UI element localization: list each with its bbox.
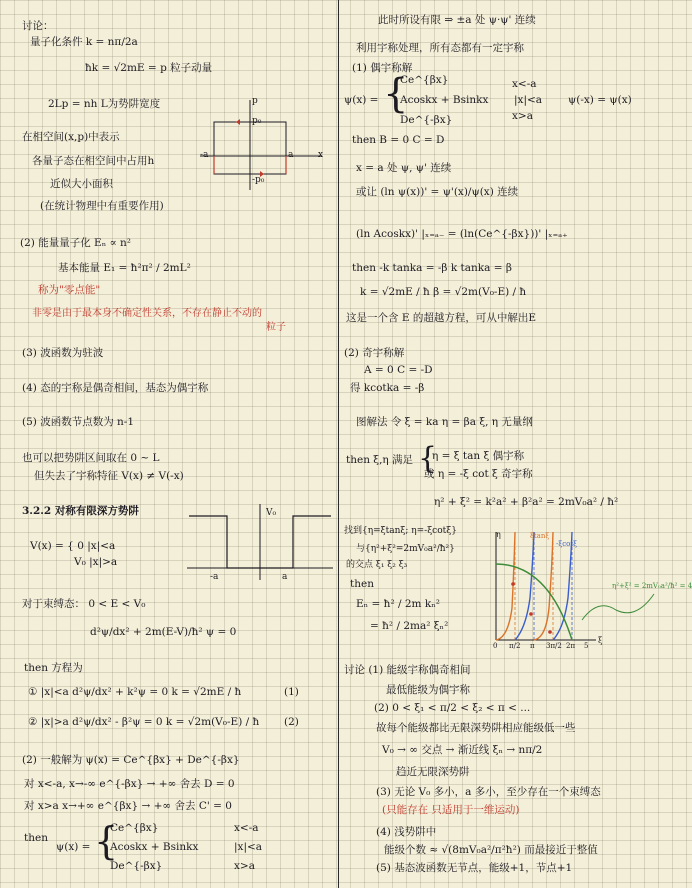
- lowest-level-even: 最低能级为偶宇称: [386, 684, 470, 696]
- schrodinger-equation: d²ψ/dx² + 2m(E-V)/ħ² ψ = 0: [90, 626, 237, 638]
- psi-lhs: ψ(x) =: [56, 841, 91, 853]
- psi-case-1: Ce^{βx}: [110, 822, 159, 834]
- shallow-well: (4) 浅势阱中: [376, 826, 437, 838]
- discussion-parity: 讨论 (1) 能级宇称偶奇相间: [344, 664, 471, 676]
- psi-range-1: x<-a: [234, 822, 259, 834]
- even-psi-lhs: ψ(x) =: [344, 94, 379, 106]
- interval-note: 也可以把势阱区间取在 0 ~ L: [22, 452, 160, 464]
- plot-tick-2: π: [530, 642, 535, 650]
- potential-definition-2: V₀ |x|>a: [74, 556, 118, 568]
- odd-parity-title: (2) 奇宇称解: [344, 347, 405, 359]
- k-beta-definitions: k = √2mE / ħ β = √2m(V₀-E) / ħ: [360, 286, 527, 298]
- parity-method: 利用宇称处理，所有态都有一定宇称: [356, 42, 524, 54]
- continuity-at-a: x = a 处 ψ, ψ' 连续: [356, 162, 452, 174]
- well-v0-label: V₀: [266, 508, 277, 518]
- minus-p0-label: -p₀: [252, 175, 265, 185]
- finite-well-diagram: [185, 502, 335, 582]
- plot-tick-1: π/2: [509, 642, 521, 650]
- even-psi-range-2: |x|<a: [514, 94, 543, 106]
- axis-p-label: p: [252, 96, 258, 106]
- psi-range-3: x>a: [234, 860, 255, 872]
- limit-infinite-depth: V₀ → ∞ 交点 → 渐近线 ξₙ → nπ/2: [382, 744, 543, 756]
- find-intersections: 找到{η=ξtanξ; η=-ξcotξ}: [344, 526, 457, 536]
- approach-infinite-well: 趋近无限深势阱: [396, 766, 470, 778]
- log-derivative: 或让 (ln ψ(x))' = ψ'(x)/ψ(x) 连续: [356, 186, 519, 198]
- well-minus-a: -a: [210, 572, 219, 582]
- cotangent-relation: 得 kcotka = -β: [350, 382, 425, 394]
- brace-icon: {: [418, 441, 438, 476]
- even-psi-case-2: Acoskx + Bsinkx: [400, 94, 489, 106]
- lower-than-infinite: 故每个能级都比无限深势阱相应能级低一些: [376, 722, 576, 734]
- even-parity-condition: ψ(-x) = ψ(x): [568, 94, 632, 106]
- limit-right: 对 x>a x→+∞ e^{βx} → +∞ 舍去 C' = 0: [24, 800, 232, 812]
- even-parity-title: (1) 偶宇称解: [352, 62, 413, 74]
- xi-eta-satisfy: then ξ,η 满足: [346, 454, 414, 466]
- even-psi-case-1: Ce^{βx}: [400, 74, 449, 86]
- plot-tick-3: 3π/2: [546, 642, 562, 650]
- ground-energy: 基本能量 E₁ = ħ²π² / 2mL²: [58, 262, 191, 274]
- number-of-levels: 能级个数 ≈ √(8mV₀a²/π²ħ²) 而最接近于整值: [384, 844, 598, 856]
- equation-2-number: (2): [284, 716, 299, 728]
- plot-tick-5: 5: [584, 642, 589, 650]
- section-title: 3.2.2 对称有限深方势阱: [22, 505, 139, 517]
- statistical-note: (在统计物理中有重要作用): [40, 200, 164, 212]
- odd-coefficients: A = 0 C = -D: [364, 364, 433, 376]
- then-equations: then 方程为: [24, 662, 83, 674]
- quantization-condition: 量子化条件 k = nπ/2a: [30, 36, 138, 48]
- general-solution: (2) 一般解为 ψ(x) = Ce^{βx} + De^{-βx}: [22, 754, 240, 766]
- potential-definition: V(x) = { 0 |x|<a: [30, 540, 116, 552]
- parity-loss-note: 但失去了宇称特征 V(x) ≠ V(-x): [34, 470, 184, 482]
- plot-tick-0: 0: [493, 642, 498, 650]
- psi-range-2: |x|<a: [234, 841, 263, 853]
- a-label: a: [288, 150, 294, 160]
- even-curve-eq: η = ξ tan ξ 偶宇称: [432, 450, 525, 462]
- even-psi-range-1: x<-a: [512, 78, 537, 90]
- uncertainty-note-2: 粒子: [266, 322, 286, 333]
- standing-wave-note: (3) 波函数为驻波: [22, 347, 104, 359]
- plot-eta-label: η: [496, 530, 501, 539]
- odd-curve-eq: 或 η = -ξ cot ξ 奇宇称: [424, 468, 533, 480]
- even-psi-case-3: De^{-βx}: [400, 114, 453, 126]
- tangent-relation: then -k tanka = -β k tanka = β: [352, 262, 512, 274]
- column-divider: [338, 0, 339, 888]
- energy-quantization: (2) 能量量子化 Eₙ ∝ n²: [20, 237, 132, 249]
- plot-cot-label: -ξcotξ: [556, 540, 578, 548]
- psi-case-3: De^{-βx}: [110, 860, 163, 872]
- phase-space-note: 在相空间(x,p)中表示: [22, 131, 120, 143]
- p0-label: p₀: [252, 116, 262, 126]
- at-least-one-bound-state: (3) 无论 V₀ 多小，a 多小，至少存在一个束缚态: [376, 786, 601, 798]
- plot-tick-4: 2π: [566, 642, 576, 650]
- momentum-relation: ħk = √2mE = p 粒子动量: [85, 62, 213, 74]
- graphical-method: 图解法 令 ξ = ka η = βa ξ, η 无量纲: [356, 416, 533, 428]
- phase-space-note-3: 近似大小面积: [50, 178, 113, 190]
- transcendental-note: 这是一个含 E 的超越方程，可从中解出E: [346, 312, 537, 324]
- well-a: a: [282, 572, 288, 582]
- bound-state-condition: 对于束缚态： 0 < E < V₀: [22, 598, 146, 610]
- equation-1-number: (1): [284, 686, 299, 698]
- width-relation: 2Lp = nh L为势阱宽度: [48, 98, 161, 110]
- minus-a-label: -a: [200, 150, 209, 160]
- energy-levels-xi: = ħ² / 2ma² ξₙ²: [370, 620, 449, 632]
- xi-ordering: (2) 0 < ξ₁ < π/2 < ξ₂ < π < ...: [374, 702, 531, 714]
- circle-relation: η² + ξ² = k²a² + β²a² = 2mV₀a² / ħ²: [434, 496, 619, 508]
- coefficient-relations: then B = 0 C = D: [352, 134, 445, 146]
- uncertainty-note: 非零是由于最本身不确定性关系，不存在静止不动的: [32, 308, 262, 319]
- psi-case-2: Acoskx + Bsinkx: [110, 841, 199, 853]
- then-label: then: [24, 832, 48, 844]
- equation-inside: ① |x|<a d²ψ/dx² + k²ψ = 0 k = √2mE / ħ: [28, 686, 242, 698]
- ground-state-nodes: (5) 基态波函数无节点，能级+1，节点+1: [376, 862, 573, 874]
- brace-icon: {: [94, 819, 119, 863]
- zero-point-energy: 称为"零点能": [38, 284, 101, 296]
- plot-tan-label: ξtanξ: [530, 532, 550, 540]
- even-psi-range-3: x>a: [512, 110, 533, 122]
- with-circle: 与{η²+ξ²=2mV₀a²/ħ²}: [356, 544, 455, 554]
- intersection-points: 的交点 ξ₁ ξ₂ ξ₃: [346, 560, 408, 570]
- discussion-title: 讨论：: [22, 20, 54, 32]
- equation-outside: ② |x|>a d²ψ/dx² - β²ψ = 0 k = √2m(V₀-E) / ħ: [28, 716, 260, 728]
- brace-icon: {: [383, 71, 409, 117]
- plot-circle-label: η²+ξ² = 2mV₀a²/ħ² = 4: [612, 582, 692, 590]
- one-dimension-note: (只能存在 只适用于一维运动): [382, 804, 520, 816]
- parity-note: (4) 态的宇称是偶奇相间，基态为偶宇称: [22, 382, 209, 394]
- phase-space-note-2: 各量子态在相空间中占用h: [32, 155, 155, 167]
- continuity-note: 此时所设有限 ⇒ ±a 处 ψ·ψ' 连续: [378, 14, 536, 26]
- energy-levels: Eₙ = ħ² / 2m kₙ²: [356, 598, 440, 610]
- nodes-note: (5) 波函数节点数为 n-1: [22, 416, 135, 428]
- limit-left: 对 x<-a, x→-∞ e^{-βx} → +∞ 舍去 D = 0: [24, 778, 235, 790]
- then-energy: then: [350, 578, 374, 590]
- axis-x-label: x: [318, 150, 324, 160]
- plot-xi-label: ξ: [598, 636, 603, 645]
- log-derivative-match: (ln Acoskx)' |ₓ₌ₐ₋ = (ln(Ce^{-βx}))' |ₓ₌ₐ₊: [356, 228, 568, 240]
